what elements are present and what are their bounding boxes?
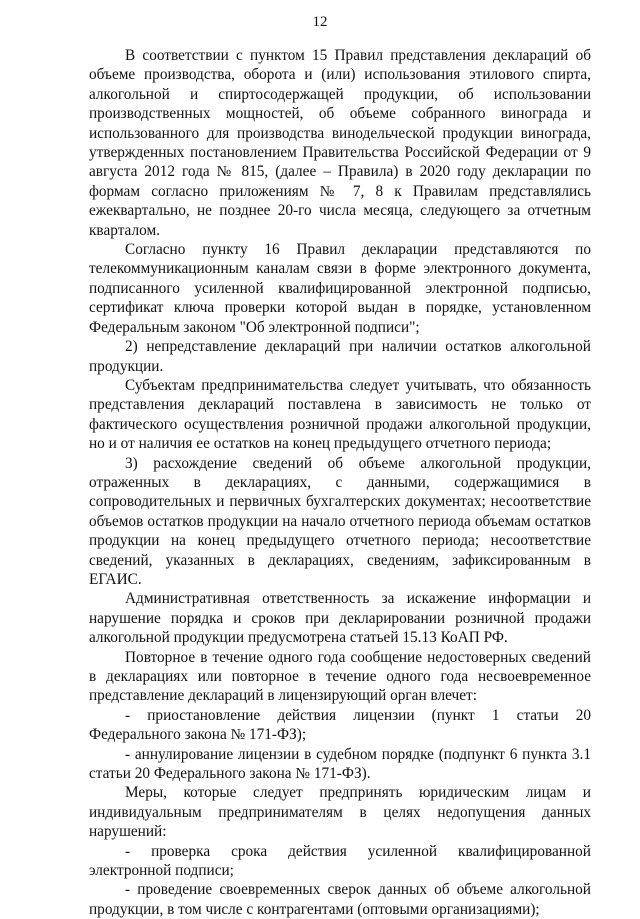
page-number: 12	[312, 14, 328, 30]
list-item-signature-check: - проверка срока действия усиленной квалифицированной электронной подписи;	[89, 842, 591, 880]
list-item-data-reconciliation: - проведение своевременных сверок данных об объеме алкогольной продукции, в том числе с контрагентами (оптовыми организациями);	[89, 881, 591, 918]
list-item-license-annulment: - аннулирование лицензии в судебном порядке (подпункт 6 пункта 3.1 статьи 20 Федерального закона № 171-ФЗ).	[89, 745, 591, 783]
paragraph-preventive-measures: Меры, которые следует предпринять юридическим лицам и индивидуальным предпринимателям в целях недопущения данных нарушений:	[89, 784, 591, 841]
list-item-license-suspension: - приостановление действия лицензии (пункт 1 статьи 20 Федерального закона № 171-ФЗ);	[89, 706, 591, 744]
paragraph-declaration-rules: В соответствии с пунктом 15 Правил представления деклараций об объеме производства, оборота и (или) использования этилового спирта, алкогольной и спиртосодержащей продукции, об использовании производственных мощностей, об объеме собранного винограда и использованного для производства винодельческой продукции винограда, утвержденных постановлением Правительства Российской Федерации от 9 августа 2012 года № 815, (далее – Правила) в 2020 году декларации по формам согласно приложениям № 7, 8 к Правилам представлялись ежеквартально, не позднее 20-го числа месяца, следующего за отчетным кварталом.	[89, 47, 591, 239]
paragraph-violation-3: 3) расхождение сведений об объеме алкогольной продукции, отраженных в декларациях, с данными, содержащимися в сопроводительных и первичных бухгалтерских документах; несоответствие объемов остатков продукции на начало отчетного периода объемам остатков продукции на конец предыдущего отчетного периода; несоответствие сведений, указанных в декларациях, сведениям, зафиксированным в ЕГАИС.	[89, 454, 591, 588]
paragraph-remainders-note: Субъектам предпринимательства следует учитывать, что обязанность представления деклараций поставлена в зависимость не только от фактического осуществления розничной продажи алкогольной продукции, но и от наличия ее остатков на конец предыдущего отчетного периода;	[89, 376, 591, 453]
paragraph-violation-2: 2) непредставление деклараций при наличии остатков алкогольной продукции.	[89, 338, 591, 375]
paragraph-repeated-violation: Повторное в течение одного года сообщение недостоверных сведений в декларациях или повторное в течение одного года несвоевременное представление деклараций в лицензирующий орган влечет:	[89, 648, 591, 705]
document-body	[89, 46, 591, 919]
paragraph-electronic-submission: Согласно пункту 16 Правил декларации представляются по телекоммуникационным каналам связи в форме электронного документа, подписанного усиленной квалифицированной электронной подписью, сертификат ключа проверки которой выдан в порядке, установленном Федеральным законом "Об электронной подписи";	[89, 241, 591, 336]
paragraph-administrative-liability: Административная ответственность за искажение информации и нарушение порядка и сроков при декларировании розничной продажи алкогольной продукции предусмотрена статьей 15.13 КоАП РФ.	[89, 590, 591, 647]
